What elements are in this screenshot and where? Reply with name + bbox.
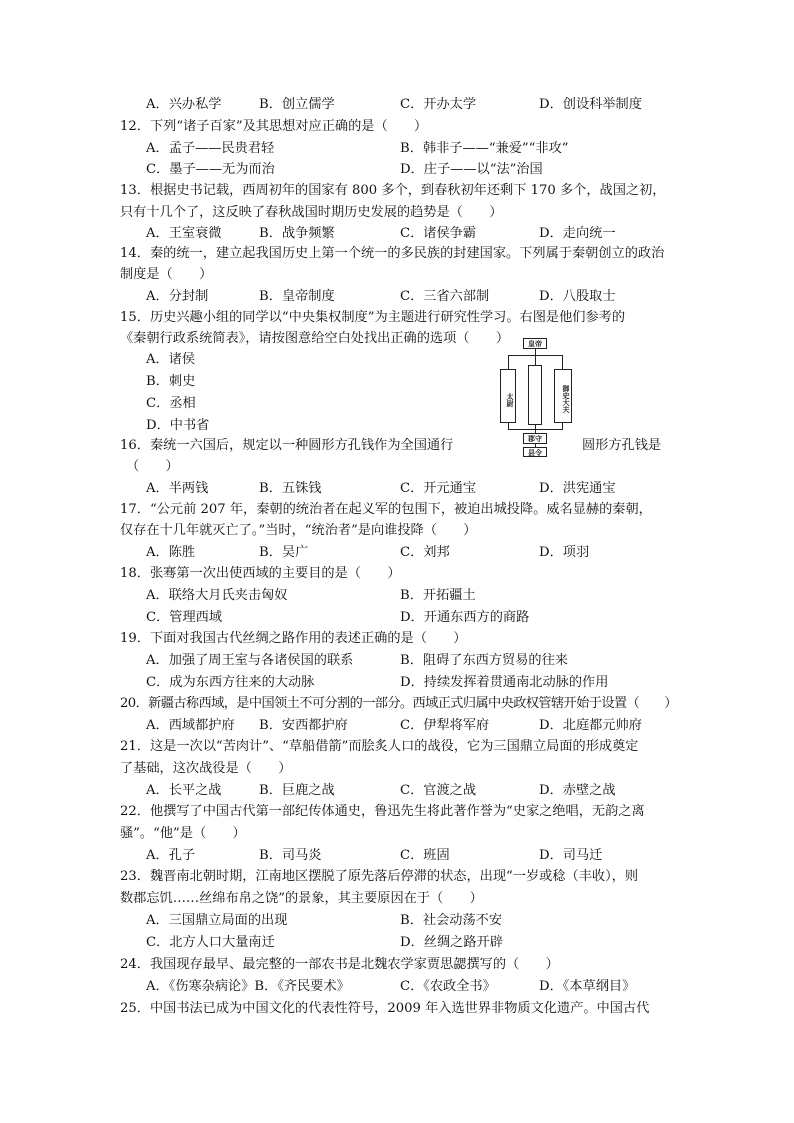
diagram-box-emperor: 皇帝 [523, 338, 547, 349]
q11-option-d: D．创设科举制度 [539, 97, 642, 112]
q12-stem: 12．下列“诸子百家”及其思想对应正确的是（ ） [120, 119, 428, 134]
q15-stem-line2: 《秦朝行政系统简表》，请按图意给空白处找出正确的选项（ ） [120, 331, 510, 346]
q20-option-c: C．伊犁将军府 [400, 718, 490, 733]
diagram-box-blank [528, 365, 542, 425]
q19-option-c: C．成为东西方往来的大动脉 [146, 675, 315, 690]
q20-option-d: D．北庭都元帅府 [539, 718, 642, 733]
q16-option-d: D．洪宪通宝 [539, 481, 616, 496]
qin-admin-diagram [490, 334, 580, 456]
q21-option-b: B．巨鹿之战 [259, 783, 335, 798]
diagram-box-junshou: 郡守 [523, 433, 547, 444]
q16-option-a: A．半两钱 [146, 481, 209, 496]
q22-option-c: C．班固 [400, 848, 450, 863]
q23-option-a: A．三国鼎立局面的出现 [146, 913, 288, 928]
q24-option-d: D．《本草纲目》 [539, 979, 636, 994]
q14-option-a: A．分封制 [146, 289, 209, 304]
q12-option-a: A．孟子——民贵君轻 [146, 141, 275, 156]
q21-option-a: A．长平之战 [146, 783, 222, 798]
q14-stem-line1: 14．秦的统一，建立起我国历史上第一个统一的多民族的封建国家。下列属于秦朝创立的政治 [120, 246, 665, 261]
q18-option-c: C．管理西域 [146, 610, 223, 625]
q14-option-c: C．三省六部制 [400, 289, 490, 304]
q16-stem-line2: （ ） [126, 459, 179, 474]
q15-option-a: A．诸侯 [146, 352, 196, 367]
q14-stem-line2: 制度是（ ） [120, 267, 213, 282]
q12-option-b: B．韩非子——“兼爱”“非攻” [400, 141, 569, 156]
q16-stem-line1b: 圆形方孔钱是 [582, 438, 662, 453]
q15-option-b: B．刺史 [146, 374, 196, 389]
q13-stem-line1: 13．根据史书记载，西周初年的国家有 800 多个，到春秋初年还剩下 170 多个，战国之初， [120, 183, 666, 198]
q21-option-d: D．赤壁之战 [539, 783, 616, 798]
q18-option-d: D．开通东西方的商路 [400, 610, 530, 625]
q11-option-a: A．兴办私学 [146, 97, 222, 112]
q12-option-c: C．墨子——无为而治 [146, 162, 275, 177]
q19-option-a: A．加强了周王室与各诸侯国的联系 [146, 653, 354, 668]
diagram-box-yushi-dafu: 御史大夫 [554, 369, 572, 423]
q21-stem-line2: 了基础，这次战役是（ ） [120, 761, 292, 776]
q18-option-a: A．联络大月氏夹击匈奴 [146, 588, 288, 603]
q22-option-d: D．司马迁 [539, 848, 603, 863]
q14-option-d: D．八股取士 [539, 289, 616, 304]
q22-option-a: A．孔子 [146, 848, 196, 863]
q23-option-c: C．北方人口大量南迁 [146, 935, 275, 950]
q21-stem-line1: 21．这是一次以“苦肉计”、“草船借箭”而脍炙人口的战役，它为三国鼎立局面的形成奠定 [120, 739, 639, 754]
q25-stem: 25．中国书法已成为中国文化的代表性符号，2009 年入选世界非物质文化遗产。中国古代 [120, 1001, 650, 1016]
q11-option-b: B．创立儒学 [259, 97, 335, 112]
q22-stem-line1: 22．他撰写了中国古代第一部纪传体通史，鲁迅先生将此著作誉为“史家之绝唱，无韵之离 [120, 804, 645, 819]
q18-option-b: B．开拓疆土 [400, 588, 476, 603]
q21-option-c: C．官渡之战 [400, 783, 477, 798]
q23-option-d: D．丝绸之路开辟 [400, 935, 503, 950]
q19-option-d: D．持续发挥着贯通南北动脉的作用 [400, 675, 609, 690]
q17-stem-line1: 17．“公元前 207 年，秦朝的统治者在起义军的包围下，被迫出城投降。威名显赫的秦朝， [120, 502, 652, 517]
q19-option-b: B．阻碍了东西方贸易的往来 [400, 653, 568, 668]
q24-option-c: C．《农政全书》 [400, 979, 496, 994]
q23-stem-line2: 数郡忘饥……丝绵布帛之饶”的景象，其主要原因在于（ ） [120, 891, 483, 906]
q16-stem-line1a: 16．秦统一六国后，规定以一种圆形方孔钱作为全国通行 [120, 438, 454, 453]
q20-option-b: B．安西都护府 [259, 718, 348, 733]
q12-option-d: D．庄子——以“法”治国 [400, 162, 543, 177]
q20-option-a: A．西域都护府 [146, 718, 235, 733]
q17-option-d: D．项羽 [539, 545, 590, 560]
q23-stem-line1: 23．魏晋南北朝时期，江南地区摆脱了原先落后停滞的状态，出现“一岁或稔（丰收），则 [120, 869, 639, 884]
q13-option-a: A．王室衰微 [146, 226, 222, 241]
q15-option-d: D．中书省 [146, 418, 210, 433]
q15-stem-line1: 15．历史兴趣小组的同学以“中央集权制度”为主题进行研究性学习。右图是他们参考的 [120, 310, 626, 325]
q24-stem: 24．我国现存最早、最完整的一部农书是北魏农学家贾思勰撰写的（ ） [120, 957, 559, 972]
q15-option-c: C．丞相 [146, 396, 196, 411]
q16-option-b: B．五铢钱 [259, 481, 322, 496]
q17-option-a: A．陈胜 [146, 545, 196, 560]
q13-option-d: D．走向统一 [539, 226, 616, 241]
q14-option-b: B．皇帝制度 [259, 289, 335, 304]
q23-option-b: B．社会动荡不安 [400, 913, 503, 928]
q19-stem: 19．下面对我国古代丝绸之路作用的表述正确的是（ ） [120, 631, 467, 646]
q17-option-c: C．刘邦 [400, 545, 450, 560]
q16-option-c: C．开元通宝 [400, 481, 477, 496]
q18-stem: 18．张骞第一次出使西域的主要目的是（ ） [120, 566, 401, 581]
q20-stem: 20．新疆古称西域，是中国领土不可分割的一部分。西域正式归属中央政权管辖开始于设置（ ） [120, 696, 677, 711]
diagram-box-xianling: 县令 [523, 447, 547, 457]
q11-option-c: C．开办太学 [400, 97, 477, 112]
q13-stem-line2: 只有十几个了，这反映了春秋战国时期历史发展的趋势是（ ） [120, 205, 503, 220]
q17-stem-line2: 仅存在十几年就灭亡了。”当时，“统治者”是向谁投降（ ） [120, 523, 477, 538]
q22-option-b: B．司马炎 [259, 848, 322, 863]
q13-option-c: C．诸侯争霸 [400, 226, 477, 241]
q17-option-b: B．吴广 [259, 545, 309, 560]
q13-option-b: B．战争频繁 [259, 226, 335, 241]
q22-stem-line2: 骚”。“他”是（ ） [120, 826, 246, 841]
diagram-box-taiwei: 太尉 [500, 369, 516, 423]
q24-option-ab: A．《伤寒杂病论》B．《齐民要术》 [146, 979, 350, 994]
